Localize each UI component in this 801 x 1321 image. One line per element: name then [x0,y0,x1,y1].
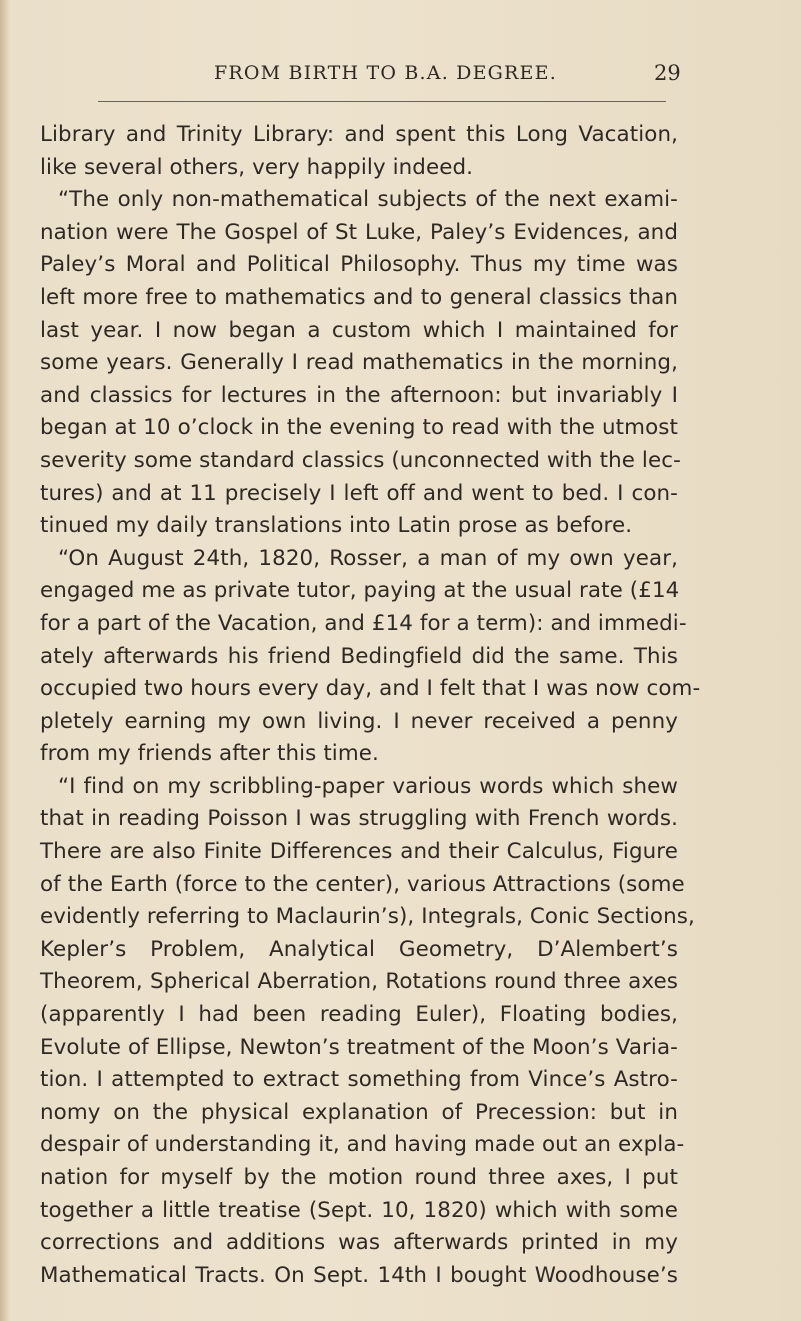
body-text [40,119,701,1292]
text-line: Mathematical Tracts. On Sept. 14th I bought Woodhouse’s [40,1262,678,1288]
page-gutter-shadow [0,0,10,1321]
text-line: There are also Finite Differences and their Calculus, Figure [40,839,678,865]
text-line: Theorem, Spherical Aberration, Rotations round three axes [40,969,678,995]
text-line: Kepler’s Problem, Analytical Geometry, D’Alembert’s [40,936,678,962]
text-line: engaged me as private tutor, paying at the usual rate (£14 [40,578,680,604]
text-line: like several others, very happily indeed. [40,154,474,180]
text-line: and classics for lectures in the afternoon: but invariably I [40,382,678,408]
text-line: Paley’s Moral and Political Philosophy. Thus my time was [40,252,678,278]
text-line: evidently referring to Maclaurin’s), Integrals, Conic Sections, [40,904,695,930]
text-line: corrections and additions was afterwards printed in my [40,1230,678,1256]
text-line: that in reading Poisson I was struggling with French words. [40,806,678,832]
running-title: FROM BIRTH TO B.A. DEGREE. [214,62,557,84]
text-line: together a little treatise (Sept. 10, 1820) which with some [40,1197,678,1223]
text-line: pletely earning my own living. I never received a penny [40,708,678,734]
text-line: tures) and at 11 precisely I left off and went to bed. I con- [40,480,678,506]
text-line: “On August 24th, 1820, Rosser, a man of my own year, [58,545,678,571]
text-line: began at 10 o’clock in the evening to read with the utmost [40,415,678,441]
text-line: (apparently I had been reading Euler), Floating bodies, [40,1002,678,1028]
text-line: tinued my daily translations into Latin prose as before. [40,513,633,539]
text-line: of the Earth (force to the center), various Attractions (some [40,871,685,897]
text-line: ately afterwards his friend Bedingfield did the same. This [40,643,678,669]
text-line: Evolute of Ellipse, Newton’s treatment of the Moon’s Varia- [40,1034,678,1060]
text-line: occupied two hours every day, and I felt that I was now com- [40,676,701,702]
text-line: last year. I now began a custom which I maintained for [40,317,678,343]
text-line: nation for myself by the motion round three axes, I put [40,1165,678,1190]
text-line: “I find on my scribbling-paper various words which shew [58,773,678,799]
text-line: from my friends after this time. [40,741,379,767]
text-line: nation were The Gospel of St Luke, Paley’s Evidences, and [40,219,678,245]
text-line: Library and Trinity Library: and spent this Long Vacation, [40,122,678,147]
text-line: severity some standard classics (unconnected with the lec- [40,447,681,473]
text-line: some years. Generally I read mathematics in the morning, [40,350,678,376]
text-line: “The only non-mathematical subjects of the next exami- [58,187,678,213]
text-line: tion. I attempted to extract something from Vince’s Astro- [40,1067,678,1093]
header-rule [98,101,666,102]
text-line: for a part of the Vacation, and £14 for a term): and immedi- [40,610,687,636]
text-line: left more free to mathematics and to general classics than [40,284,678,310]
page-number: 29 [654,61,681,85]
text-line: nomy on the physical explanation of Precession: but in [40,1099,678,1125]
text-line: despair of understanding it, and having made out an expla- [40,1132,685,1158]
